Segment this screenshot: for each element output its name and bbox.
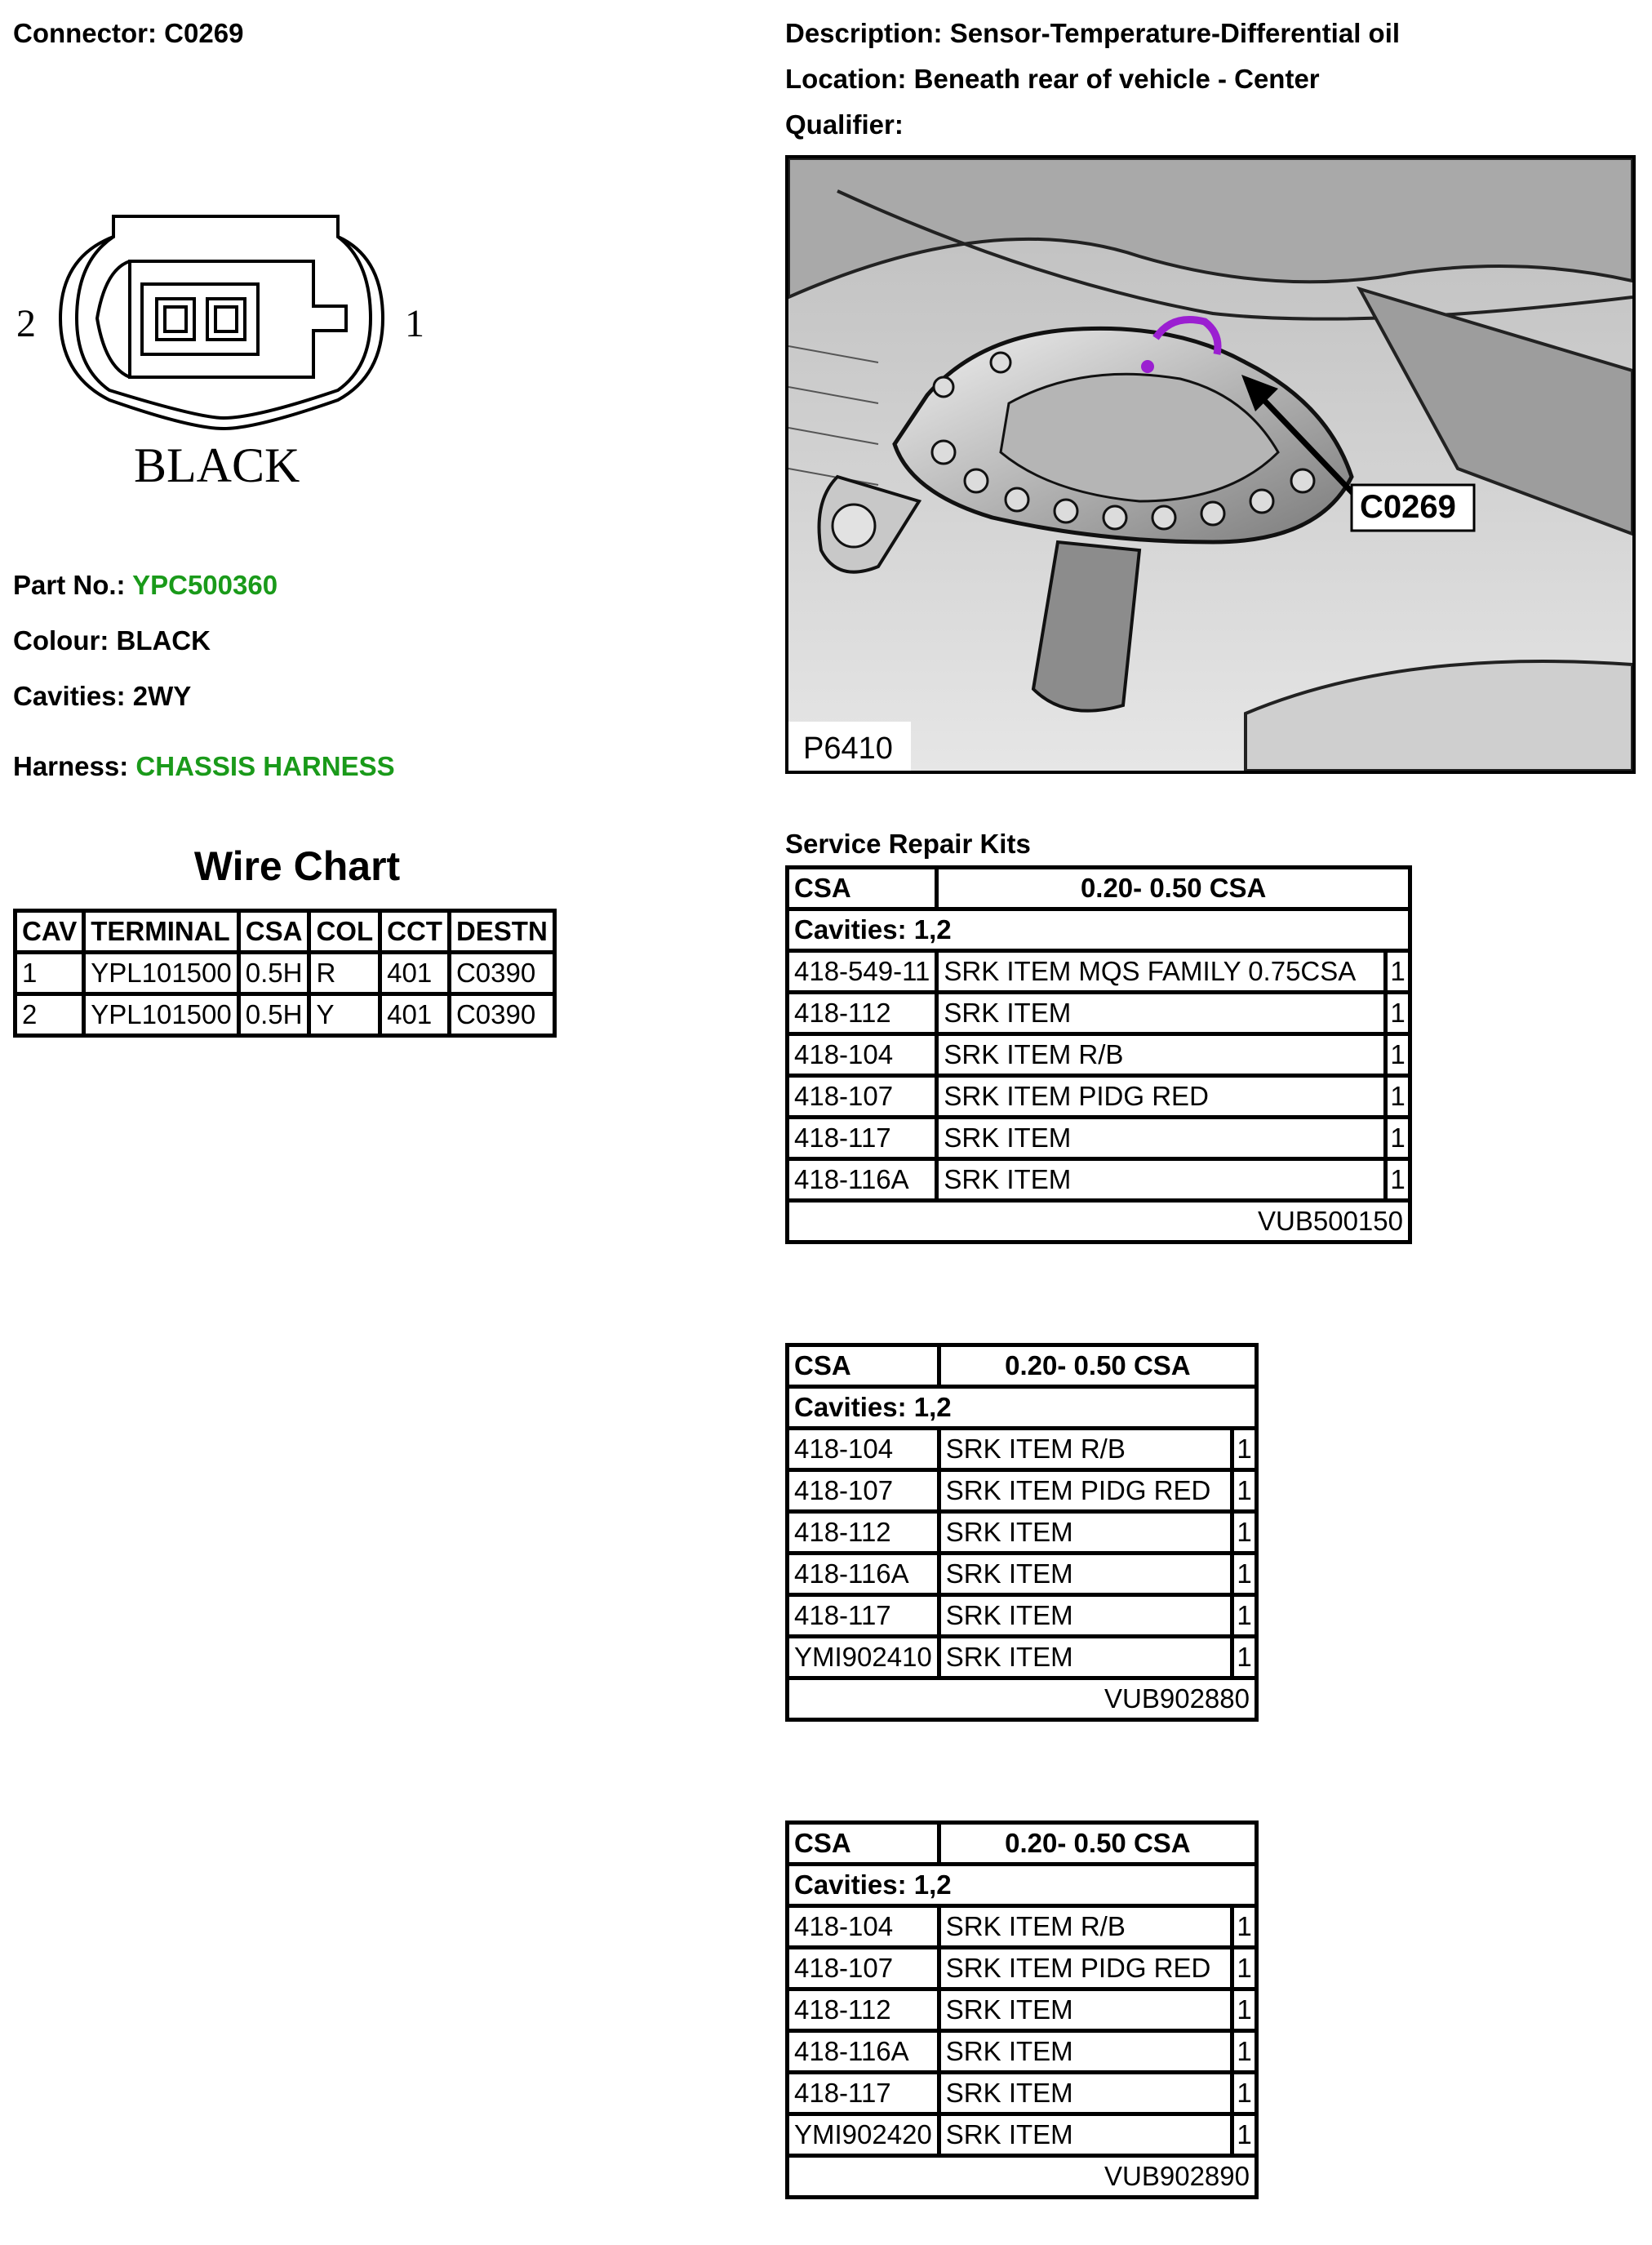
item-description: SRK ITEM R/B bbox=[937, 1034, 1386, 1076]
header-csa: CSA bbox=[238, 911, 309, 953]
part-number-link[interactable]: YPC500360 bbox=[132, 570, 278, 600]
terminal-cell: YPL101500 bbox=[84, 953, 239, 994]
item-quantity: 1 bbox=[1386, 993, 1410, 1034]
item-description: SRK ITEM R/B bbox=[939, 1906, 1232, 1948]
item-description: SRK ITEM bbox=[939, 2031, 1232, 2073]
kit-csa-row bbox=[788, 868, 1410, 909]
item-code: YMI902410 bbox=[788, 1637, 939, 1678]
item-description: SRK ITEM PIDG RED bbox=[939, 1948, 1232, 1989]
item-code: 418-117 bbox=[788, 1118, 937, 1159]
item-description: SRK ITEM bbox=[939, 1595, 1232, 1637]
harness-link[interactable]: CHASSIS HARNESS bbox=[135, 751, 395, 781]
item-code: 418-104 bbox=[788, 1034, 937, 1076]
service-kits-title: Service Repair Kits bbox=[785, 829, 1031, 859]
item-description: SRK ITEM bbox=[939, 1512, 1232, 1554]
kit-csa-row bbox=[788, 1823, 1257, 1865]
kit-item-row bbox=[788, 1512, 1257, 1554]
col-cell: Y bbox=[309, 994, 380, 1036]
item-description: SRK ITEM bbox=[939, 2073, 1232, 2114]
kit-item-row bbox=[788, 2031, 1257, 2073]
service-kit-table bbox=[785, 1343, 1259, 1722]
item-quantity: 1 bbox=[1386, 1034, 1410, 1076]
item-quantity: 1 bbox=[1232, 1470, 1257, 1512]
item-code: 418-104 bbox=[788, 1906, 939, 1948]
header-col: COL bbox=[309, 911, 380, 953]
item-code: 418-116A bbox=[788, 1554, 939, 1595]
connector-face-diagram bbox=[11, 204, 436, 506]
item-quantity: 1 bbox=[1232, 1637, 1257, 1678]
wire-chart-row bbox=[16, 994, 555, 1036]
kit-item-row bbox=[788, 1470, 1257, 1512]
part-number-line bbox=[13, 570, 278, 601]
cavities-value: 2WY bbox=[132, 681, 192, 711]
differential-illustration bbox=[788, 158, 1632, 771]
item-code: 418-107 bbox=[788, 1076, 937, 1118]
kit-cavities: Cavities: 1,2 bbox=[788, 1387, 1257, 1429]
kit-cavities: Cavities: 1,2 bbox=[788, 909, 1410, 951]
connector-label: Connector: bbox=[13, 18, 157, 48]
item-code: 418-112 bbox=[788, 1989, 939, 2031]
kit-item-row bbox=[788, 1118, 1410, 1159]
item-code: 418-117 bbox=[788, 2073, 939, 2114]
wire-chart-header-row bbox=[16, 911, 555, 953]
csa-value: 0.20- 0.50 CSA bbox=[939, 1823, 1256, 1865]
colour-line bbox=[13, 625, 211, 656]
kit-cavities-row bbox=[788, 1865, 1257, 1906]
kit-csa-row bbox=[788, 1345, 1257, 1387]
cavity-2 bbox=[157, 299, 194, 340]
cavity-1 bbox=[207, 299, 245, 340]
item-description: SRK ITEM PIDG RED bbox=[939, 1470, 1232, 1512]
qualifier-line bbox=[785, 109, 904, 140]
item-description: SRK ITEM bbox=[939, 1637, 1232, 1678]
csa-label: CSA bbox=[788, 868, 937, 909]
cavities-label: Cavities: bbox=[13, 681, 126, 711]
item-code: 418-117 bbox=[788, 1595, 939, 1637]
item-code: 418-116A bbox=[788, 2031, 939, 2073]
kit-item-row bbox=[788, 993, 1410, 1034]
wire-chart-title: Wire Chart bbox=[193, 843, 401, 889]
qualifier-label: Qualifier: bbox=[785, 109, 904, 140]
kit-number-row bbox=[788, 1201, 1410, 1243]
item-quantity: 1 bbox=[1232, 2031, 1257, 2073]
item-quantity: 1 bbox=[1232, 1906, 1257, 1948]
kit-number-row bbox=[788, 1678, 1257, 1720]
item-quantity: 1 bbox=[1386, 951, 1410, 993]
service-kit-table bbox=[785, 1820, 1259, 2199]
pin-label-left: 2 bbox=[16, 302, 36, 345]
kit-number: VUB902880 bbox=[788, 1678, 1257, 1720]
csa-cell: 0.5H bbox=[238, 994, 309, 1036]
terminal-cell: YPL101500 bbox=[84, 994, 239, 1036]
description-line bbox=[785, 18, 1400, 49]
item-quantity: 1 bbox=[1232, 1554, 1257, 1595]
figure-id: P6410 bbox=[803, 731, 893, 766]
colour-value: BLACK bbox=[116, 625, 211, 656]
header-cct: CCT bbox=[380, 911, 450, 953]
header-terminal: TERMINAL bbox=[84, 911, 239, 953]
kit-item-row bbox=[788, 2073, 1257, 2114]
item-description: SRK ITEM bbox=[937, 1159, 1386, 1201]
item-code: YMI902420 bbox=[788, 2114, 939, 2156]
kit-number: VUB902890 bbox=[788, 2156, 1257, 2198]
location-line bbox=[785, 64, 1320, 95]
location-value: Beneath rear of vehicle - Center bbox=[913, 64, 1320, 94]
kit-item-row bbox=[788, 1989, 1257, 2031]
cct-cell: 401 bbox=[380, 953, 450, 994]
kit-item-row bbox=[788, 1906, 1257, 1948]
sensor-connector-marker bbox=[1141, 360, 1154, 373]
service-kit-table bbox=[785, 865, 1412, 1244]
kit-item-row bbox=[788, 1554, 1257, 1595]
location-label: Location: bbox=[785, 64, 907, 94]
kit-item-row bbox=[788, 1637, 1257, 1678]
item-code: 418-116A bbox=[788, 1159, 937, 1201]
csa-label: CSA bbox=[788, 1823, 939, 1865]
item-quantity: 1 bbox=[1232, 1429, 1257, 1470]
csa-label: CSA bbox=[788, 1345, 939, 1387]
item-code: 418-104 bbox=[788, 1429, 939, 1470]
connector-latch-arc bbox=[97, 261, 130, 377]
destn-cell: C0390 bbox=[449, 994, 554, 1036]
item-description: SRK ITEM MQS FAMILY 0.75CSA bbox=[937, 951, 1386, 993]
cavity-2-pin bbox=[165, 307, 186, 331]
kit-cavities-row bbox=[788, 1387, 1257, 1429]
kit-cavities-row bbox=[788, 909, 1410, 951]
item-code: 418-549-11 bbox=[788, 951, 937, 993]
item-code: 418-107 bbox=[788, 1948, 939, 1989]
header-destn: DESTN bbox=[449, 911, 554, 953]
kit-cavities: Cavities: 1,2 bbox=[788, 1865, 1257, 1906]
item-quantity: 1 bbox=[1232, 1595, 1257, 1637]
kit-number-row bbox=[788, 2156, 1257, 2198]
callout-label: C0269 bbox=[1360, 489, 1456, 525]
kit-item-row bbox=[788, 1076, 1410, 1118]
kit-item-row bbox=[788, 951, 1410, 993]
cav-cell: 2 bbox=[16, 994, 84, 1036]
item-quantity: 1 bbox=[1386, 1159, 1410, 1201]
item-description: SRK ITEM R/B bbox=[939, 1429, 1232, 1470]
item-code: 418-112 bbox=[788, 993, 937, 1034]
item-code: 418-112 bbox=[788, 1512, 939, 1554]
wire-chart-table bbox=[13, 909, 557, 1038]
terminal-block bbox=[142, 284, 258, 354]
description-label: Description: bbox=[785, 18, 943, 48]
location-photo bbox=[785, 155, 1636, 774]
item-description: SRK ITEM bbox=[939, 2114, 1232, 2156]
item-description: SRK ITEM PIDG RED bbox=[937, 1076, 1386, 1118]
header-cav: CAV bbox=[16, 911, 84, 953]
cavity-1-pin bbox=[215, 307, 237, 331]
kit-item-row bbox=[788, 1159, 1410, 1201]
pin-label-right: 1 bbox=[405, 302, 424, 345]
item-quantity: 1 bbox=[1232, 1512, 1257, 1554]
item-quantity: 1 bbox=[1232, 2073, 1257, 2114]
kit-item-row bbox=[788, 1595, 1257, 1637]
item-quantity: 1 bbox=[1386, 1076, 1410, 1118]
kit-item-row bbox=[788, 1429, 1257, 1470]
kit-item-row bbox=[788, 2114, 1257, 2156]
harness-label: Harness: bbox=[13, 751, 129, 781]
cct-cell: 401 bbox=[380, 994, 450, 1036]
harness-line bbox=[13, 751, 395, 782]
kit-item-row bbox=[788, 1034, 1410, 1076]
item-quantity: 1 bbox=[1386, 1118, 1410, 1159]
csa-cell: 0.5H bbox=[238, 953, 309, 994]
description-value: Sensor-Temperature-Differential oil bbox=[949, 18, 1401, 48]
item-description: SRK ITEM bbox=[939, 1989, 1232, 2031]
connector-outer-shell bbox=[60, 216, 383, 429]
item-description: SRK ITEM bbox=[939, 1554, 1232, 1595]
connector-colour-caption: BLACK bbox=[134, 438, 300, 492]
wire-chart-row bbox=[16, 953, 555, 994]
col-cell: R bbox=[309, 953, 380, 994]
connector-inner-shell bbox=[77, 237, 371, 418]
part-number-label: Part No.: bbox=[13, 570, 126, 600]
csa-value: 0.20- 0.50 CSA bbox=[939, 1345, 1256, 1387]
kit-item-row bbox=[788, 1948, 1257, 1989]
item-description: SRK ITEM bbox=[937, 1118, 1386, 1159]
connector-heading bbox=[13, 18, 243, 49]
connector-id: C0269 bbox=[164, 18, 244, 48]
cavities-line bbox=[13, 681, 191, 712]
colour-label: Colour: bbox=[13, 625, 109, 656]
csa-value: 0.20- 0.50 CSA bbox=[937, 868, 1410, 909]
kit-number: VUB500150 bbox=[788, 1201, 1410, 1243]
item-quantity: 1 bbox=[1232, 1989, 1257, 2031]
destn-cell: C0390 bbox=[449, 953, 554, 994]
item-quantity: 1 bbox=[1232, 1948, 1257, 1989]
item-code: 418-107 bbox=[788, 1470, 939, 1512]
item-description: SRK ITEM bbox=[937, 993, 1386, 1034]
item-quantity: 1 bbox=[1232, 2114, 1257, 2156]
cav-cell: 1 bbox=[16, 953, 84, 994]
